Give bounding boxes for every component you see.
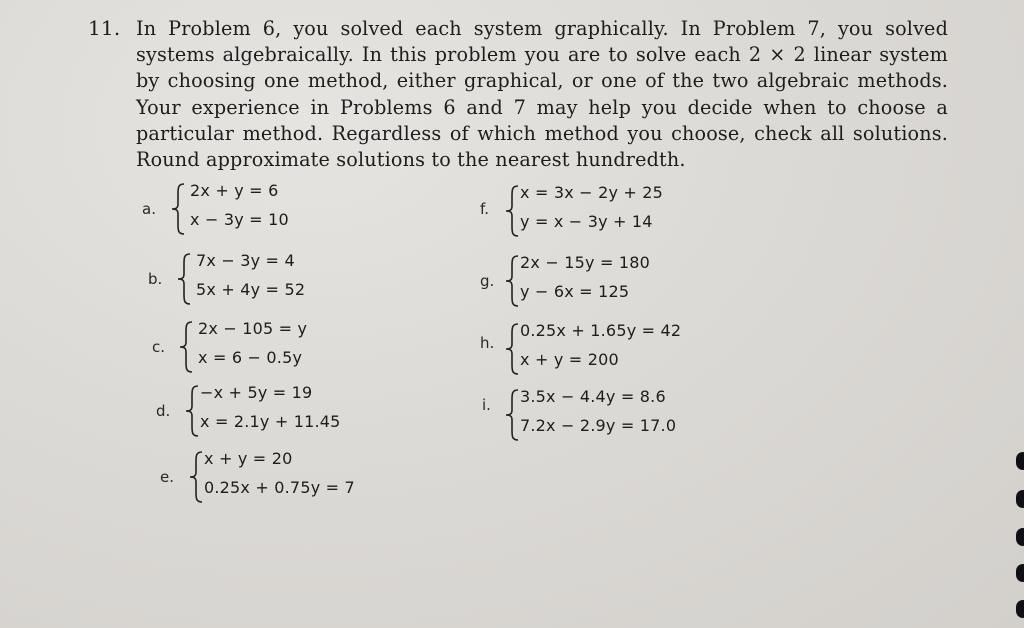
- system-label: e.: [160, 468, 174, 486]
- binding-hole-icon: [1016, 564, 1024, 582]
- equation-2: x − 3y = 10: [190, 210, 289, 229]
- system-g: [478, 252, 818, 310]
- system-h: [478, 320, 838, 378]
- equation-1: 2x − 105 = y: [198, 319, 308, 338]
- system-c: [148, 318, 448, 376]
- equation-1: 2x − 15y = 180: [520, 253, 650, 272]
- equation-1: 2x + y = 6: [190, 181, 279, 200]
- equation-2: x = 2.1y + 11.45: [200, 412, 341, 431]
- binding-hole-icon: [1016, 600, 1024, 618]
- equation-2: y = x − 3y + 14: [520, 212, 653, 231]
- brace-icon: [170, 182, 188, 236]
- equation-2: 5x + 4y = 52: [196, 280, 306, 299]
- binding-hole-icon: [1016, 490, 1024, 508]
- system-i: [478, 386, 838, 444]
- system-label: i.: [482, 396, 491, 414]
- brace-icon: [178, 320, 196, 374]
- problem-instructions: In Problem 6, you solved each system graphically. In Problem 7, you solved systems algebraically. In this problem you are to solve each 2 × 2 linear system by choosing one method, either graphical, or one of the two algebraic methods. Your experience in Problems 6 and 7 may help you decide when to choose a particular method. Regardless of which method you choose, check all solutions. Round approximate solutions to the nearest hundredth.: [136, 17, 948, 172]
- system-a: [140, 180, 440, 238]
- equation-1: 0.25x + 1.65y = 42: [520, 321, 682, 340]
- equation-2: 0.25x + 0.75y = 7: [204, 478, 355, 497]
- system-label: c.: [152, 338, 166, 356]
- equation-2: x + y = 200: [520, 350, 619, 369]
- system-label: f.: [480, 200, 489, 218]
- equation-1: 3.5x − 4.4y = 8.6: [520, 387, 666, 406]
- brace-icon: [176, 252, 194, 306]
- system-label: d.: [156, 402, 171, 420]
- system-label: a.: [142, 200, 156, 218]
- equation-1: x = 3x − 2y + 25: [520, 183, 664, 202]
- equation-2: x = 6 − 0.5y: [198, 348, 303, 367]
- binding-hole-icon: [1016, 452, 1024, 470]
- equation-2: 7.2x − 2.9y = 17.0: [520, 416, 677, 435]
- system-b: [146, 250, 446, 308]
- system-e: [160, 448, 480, 506]
- system-d: [156, 382, 476, 440]
- binding-hole-icon: [1016, 528, 1024, 546]
- equation-2: y − 6x = 125: [520, 282, 630, 301]
- system-label: g.: [480, 272, 495, 290]
- equation-1: −x + 5y = 19: [200, 383, 313, 402]
- system-label: h.: [480, 334, 495, 352]
- system-label: b.: [148, 270, 163, 288]
- spiral-binding: [1010, 440, 1024, 628]
- equation-1: x + y = 20: [204, 449, 293, 468]
- system-f: [478, 182, 818, 240]
- equation-1: 7x − 3y = 4: [196, 251, 295, 270]
- problem-number: 11.: [88, 16, 121, 40]
